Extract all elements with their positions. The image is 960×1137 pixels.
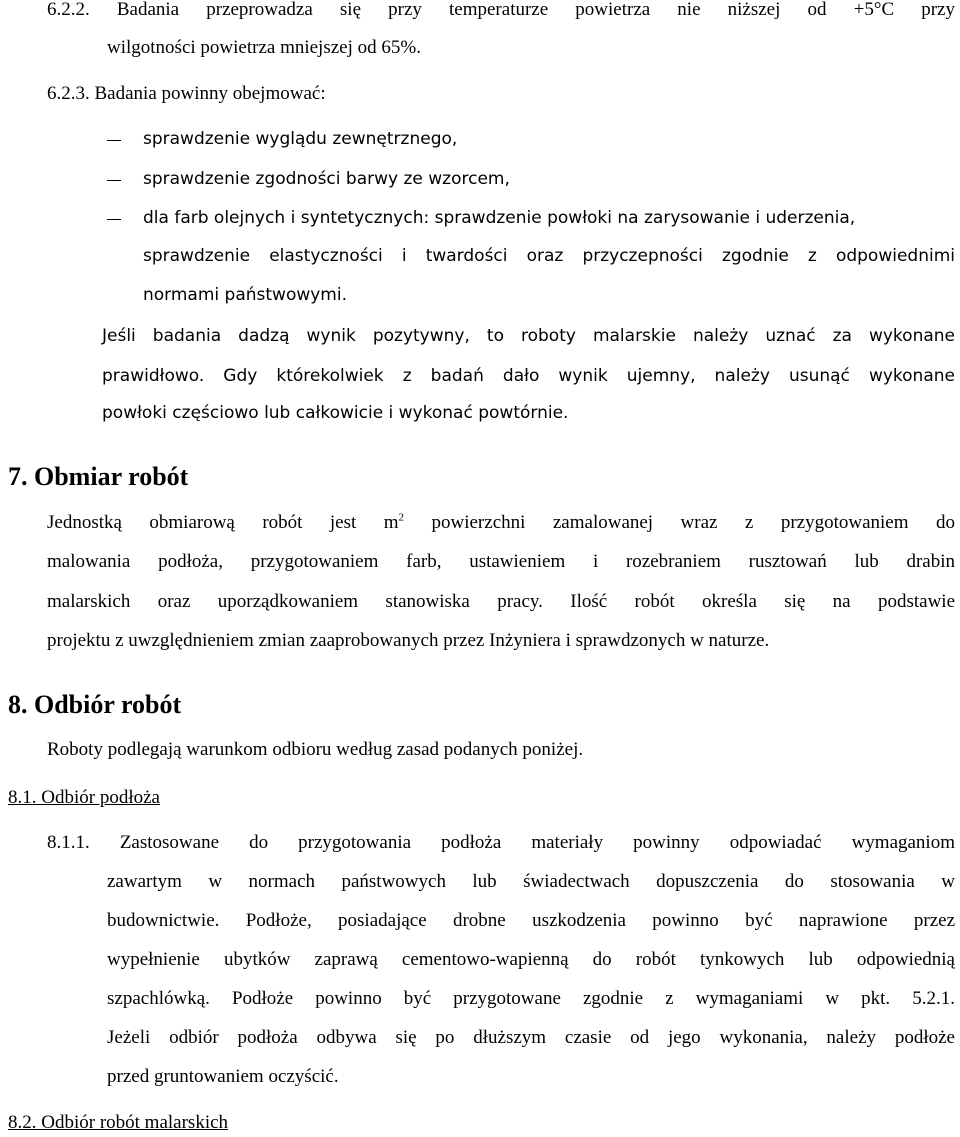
paragraph-623-intro: 6.2.3. Badania powinny obejmować: <box>47 83 326 104</box>
text-run: Jednostką obmiarową robót jest m <box>47 512 399 533</box>
list-dash <box>107 180 121 181</box>
list-item: sprawdzenie wyglądu zewnętrznego, <box>143 129 458 149</box>
list-item: sprawdzenie zgodności barwy ze wzorcem, <box>143 169 510 189</box>
list-item-continued: normami państwowymi. <box>143 285 347 305</box>
text-run: powierzchni zamalowanej wraz z przygotowaniem do <box>404 512 955 533</box>
paragraph-623-line: powłoki częściowo lub całkowicie i wykonać powtórnie. <box>102 403 569 423</box>
subsection-heading-82: 8.2. Odbiór robót malarskich <box>8 1112 229 1133</box>
paragraph-623-line: Jeśli badania dadzą wynik pozytywny, to roboty malarskie należy uznać za wykonane <box>102 326 955 346</box>
paragraph-622-line: wilgotności powietrza mniejszej od 65%. <box>107 37 421 58</box>
superscript: 2 <box>398 511 405 524</box>
paragraph-811-line: Jeżeli odbiór podłoża odbywa się po dłuższym czasie od jego wykonania, należy podłoże <box>107 1027 955 1048</box>
list-item-continued: sprawdzenie elastyczności i twardości oraz przyczepności zgodnie z odpowiednimi <box>143 246 955 266</box>
paragraph-7-line <box>47 511 955 535</box>
section-heading-7: 7. Obmiar robót <box>8 462 189 491</box>
list-dash <box>107 140 121 141</box>
paragraph-622-line: 6.2.2. Badania przeprowadza się przy temperaturze powietrza nie niższej od +5°C przy <box>47 0 955 20</box>
paragraph-811-line: szpachlówką. Podłoże powinno być przygotowane zgodnie z wymaganiami w pkt. 5.2.1. <box>107 988 955 1009</box>
paragraph-623-line: prawidłowo. Gdy którekolwiek z badań dało wynik ujemny, należy usunąć wykonane <box>102 366 955 386</box>
paragraph-7-line: malarskich oraz uporządkowaniem stanowiska pracy. Ilość robót określa się na podstawie <box>47 591 955 612</box>
subsection-heading-81: 8.1. Odbiór podłoża <box>8 787 160 808</box>
paragraph-811-line: wypełnienie ubytków zaprawą cementowo-wapienną do robót tynkowych lub odpowiednią <box>107 949 955 970</box>
paragraph-811-line: przed gruntowaniem oczyścić. <box>107 1066 339 1087</box>
paragraph-7-line: malowania podłoża, przygotowaniem farb, ustawieniem i rozebraniem rusztowań lub drabin <box>47 551 955 572</box>
paragraph-7-line: projektu z uwzględnieniem zmian zaaprobowanych przez Inżyniera i sprawdzonych w naturze. <box>47 630 770 651</box>
paragraph-811-line: budownictwie. Podłoże, posiadające drobne uszkodzenia powinno być naprawione przez <box>107 910 955 931</box>
list-item: dla farb olejnych i syntetycznych: sprawdzenie powłoki na zarysowanie i uderzenia, <box>143 208 856 228</box>
section-heading-8: 8. Odbiór robót <box>8 690 182 719</box>
paragraph-811-line: zawartym w normach państwowych lub świadectwach dopuszczenia do stosowania w <box>107 871 955 892</box>
paragraph-811-line: 8.1.1. Zastosowane do przygotowania podłoża materiały powinny odpowiadać wymaganiom <box>47 832 955 853</box>
list-dash <box>107 219 121 220</box>
paragraph-8-intro: Roboty podlegają warunkom odbioru według zasad podanych poniżej. <box>47 739 584 760</box>
